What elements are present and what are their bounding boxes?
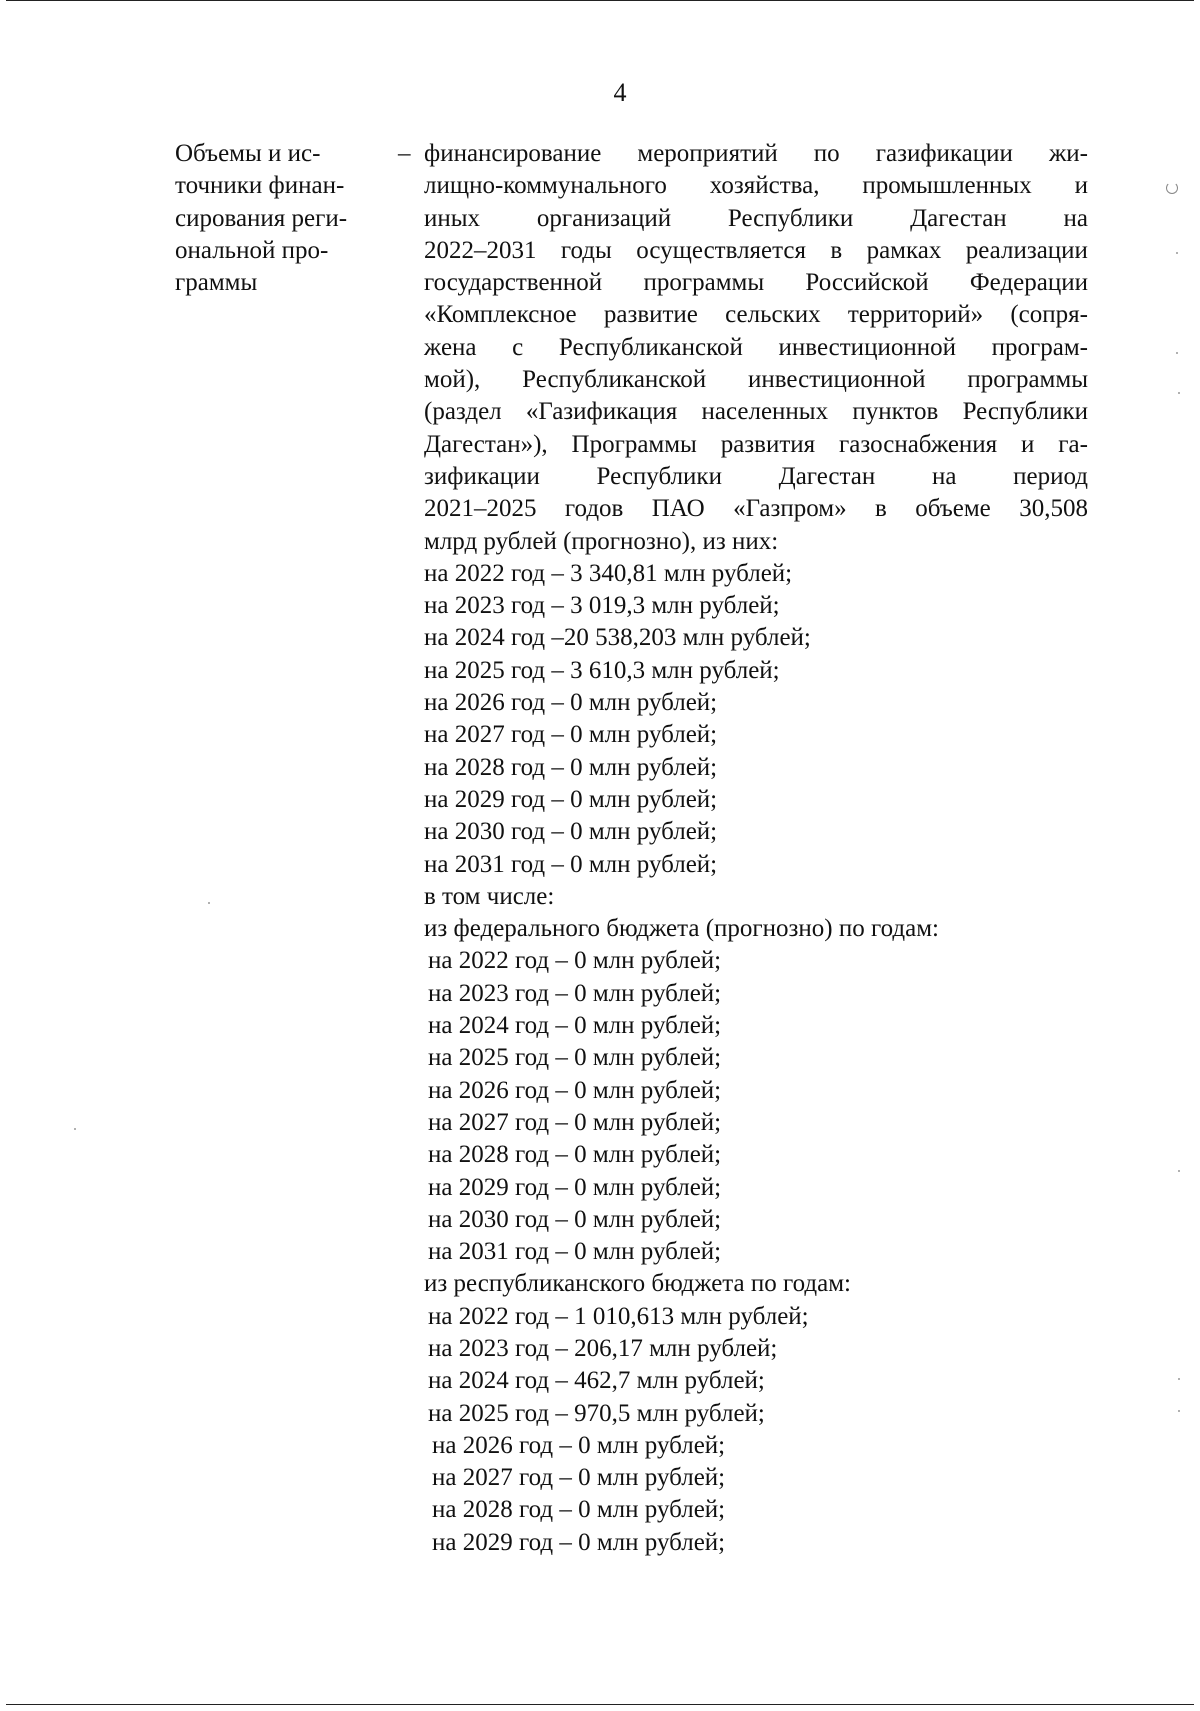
paragraph-word: годы (560, 236, 612, 264)
paragraph-line (424, 396, 1088, 428)
paragraph-word: с (512, 333, 524, 361)
scan-speck (1178, 392, 1180, 394)
paragraph-word: мой), (424, 366, 481, 394)
paragraph-word: 30,508 (1019, 495, 1088, 523)
list-item: на 2023 год – 206,17 млн рублей; (428, 1334, 778, 1362)
paragraph-line (424, 429, 1088, 461)
republic-budget-heading: из республиканского бюджета по годам: (424, 1270, 852, 1298)
including-label: в том числе: (424, 882, 555, 910)
paragraph-word: по (813, 140, 840, 167)
list-item: на 2028 год – 0 млн рублей; (432, 1496, 726, 1524)
paragraph-word: в (830, 236, 843, 264)
scan-speck (1178, 1378, 1180, 1380)
paragraph-word: и (1074, 172, 1088, 200)
total-by-year-list (424, 558, 1088, 881)
paragraph-word: жи- (1048, 140, 1088, 167)
paragraph-word: (раздел (424, 398, 502, 426)
paragraph-word: «Комплексное (424, 301, 577, 329)
federal-budget-heading: из федерального бюджета (прогнозно) по годам: (424, 915, 939, 943)
section-label-line: ональной про- (175, 236, 329, 264)
list-item: на 2024 год – 462,7 млн рублей; (428, 1367, 765, 1395)
list-item: на 2026 год – 0 млн рублей; (428, 1076, 722, 1104)
paragraph-line (424, 138, 1088, 170)
scan-speck (1178, 1170, 1180, 1172)
list-item: на 2028 год – 0 млн рублей; (428, 1141, 722, 1169)
funding-description-end: млрд рублей (прогнозно), из них: (424, 527, 779, 555)
paragraph-word: Республики (596, 462, 722, 490)
section-label-line: Объемы и ис- (175, 140, 321, 167)
paragraph-word: Дагестан (778, 462, 876, 490)
paragraph-word: на (1063, 204, 1088, 232)
list-item: на 2029 год – 0 млн рублей; (424, 785, 718, 813)
list-item: на 2025 год – 0 млн рублей; (428, 1044, 722, 1072)
paragraph-word: развития (720, 430, 816, 458)
paragraph-line (424, 332, 1088, 364)
list-item: на 2031 год – 0 млн рублей; (428, 1238, 722, 1266)
list-item: на 2023 год – 0 млн рублей; (428, 979, 722, 1007)
paragraph-word: «Газификация (525, 398, 678, 426)
paragraph-word: Дагестан»), (424, 430, 548, 458)
list-item: на 2024 год –20 538,203 млн рублей; (424, 624, 811, 652)
paragraph-word: (сопря- (1010, 301, 1088, 329)
funding-content (424, 138, 1088, 1559)
section-label-line: граммы (175, 269, 258, 297)
paragraph-word: в (875, 495, 887, 523)
list-item: на 2022 год – 0 млн рублей; (428, 947, 722, 975)
scan-speck (1176, 352, 1178, 354)
paragraph-word: на (931, 462, 957, 490)
paragraph-word: программы (967, 366, 1088, 394)
page-number: 4 (613, 78, 627, 107)
paragraph-word: программы (643, 269, 765, 297)
paragraph-word: га- (1058, 430, 1088, 458)
paragraph-word: пунктов (852, 398, 939, 426)
scan-speck (74, 1128, 76, 1130)
section-label-line: точники финан- (175, 172, 345, 200)
paragraph-word: рамках (866, 236, 942, 264)
section-label (175, 138, 375, 299)
paragraph-line (424, 267, 1088, 299)
funding-description (424, 138, 1088, 526)
list-item: на 2025 год – 3 610,3 млн рублей; (424, 656, 780, 684)
paragraph-word: мероприятий (637, 140, 778, 167)
list-item: на 2029 год – 0 млн рублей; (432, 1528, 726, 1556)
paragraph-word: 2022–2031 (424, 236, 537, 264)
paragraph-line (424, 299, 1088, 331)
list-item: на 2026 год – 0 млн рублей; (432, 1431, 726, 1459)
list-item: на 2031 год – 0 млн рублей; (424, 850, 718, 878)
paragraph-word: Дагестан (910, 204, 1007, 232)
paragraph-line (424, 170, 1088, 202)
paragraph-line (424, 235, 1088, 267)
list-item: на 2027 год – 0 млн рублей; (428, 1108, 722, 1136)
list-item: на 2023 год – 3 019,3 млн рублей; (424, 592, 780, 620)
paragraph-word: годов (564, 495, 624, 523)
paragraph-word: Республики (962, 398, 1088, 426)
paragraph-line (424, 203, 1088, 235)
scan-speck (208, 902, 210, 904)
paragraph-word: жена (424, 333, 477, 361)
list-item: на 2030 год – 0 млн рублей; (428, 1205, 722, 1233)
list-item: на 2026 год – 0 млн рублей; (424, 689, 718, 717)
paragraph-word: Программы (571, 430, 697, 458)
paragraph-word: Федерации (969, 269, 1088, 297)
scan-speck (1178, 1410, 1180, 1412)
paragraph-line (424, 493, 1088, 525)
paragraph-word: хозяйства, (709, 172, 820, 200)
paragraph-word: 2021–2025 (424, 495, 537, 523)
republic-by-year-list (424, 1301, 1088, 1559)
paragraph-word: програм- (991, 333, 1088, 361)
paragraph-word: инвестиционной (748, 366, 926, 394)
list-item: на 2028 год – 0 млн рублей; (424, 753, 718, 781)
list-item: на 2025 год – 970,5 млн рублей; (428, 1399, 765, 1427)
paragraph-word: Республиканской (558, 333, 743, 361)
paragraph-word: «Газпром» (733, 495, 847, 523)
scan-artifact-ring (1166, 182, 1178, 194)
paragraph-line (424, 461, 1088, 493)
scan-speck (1176, 252, 1178, 254)
list-item: на 2027 год – 0 млн рублей; (432, 1464, 726, 1492)
paragraph-word: Республики (727, 204, 854, 232)
list-item: на 2024 год – 0 млн рублей; (428, 1012, 722, 1040)
paragraph-word: развитие (603, 301, 698, 329)
paragraph-word: финансирование (424, 140, 602, 167)
list-item: на 2022 год – 3 340,81 млн рублей; (424, 559, 793, 587)
federal-by-year-list (424, 945, 1088, 1268)
paragraph-word: газификации (875, 140, 1013, 167)
paragraph-word: осуществляется (636, 236, 806, 264)
list-item: на 2027 год – 0 млн рублей; (424, 721, 718, 749)
paragraph-word: газоснабжения (839, 430, 998, 458)
section-label-line: сирования реги- (175, 204, 348, 232)
paragraph-word: организаций (536, 204, 672, 232)
paragraph-line (424, 364, 1088, 396)
paragraph-word: и (1021, 430, 1035, 458)
paragraph-word: объеме (915, 495, 991, 523)
paragraph-word: промышленных (862, 172, 1032, 200)
paragraph-word: государственной (424, 269, 603, 297)
list-item: на 2030 год – 0 млн рублей; (424, 818, 718, 846)
list-item: на 2022 год – 1 010,613 млн рублей; (428, 1302, 809, 1330)
paragraph-word: зификации (424, 462, 540, 490)
paragraph-word: иных (424, 204, 481, 232)
paragraph-word: период (1013, 462, 1088, 490)
paragraph-word: ПАО (651, 495, 705, 523)
paragraph-word: территорий» (847, 301, 984, 329)
paragraph-word: лищно-коммунального (424, 172, 667, 200)
paragraph-word: реализации (965, 236, 1088, 264)
paragraph-word: Российской (805, 269, 929, 297)
paragraph-word: инвестиционной (778, 333, 956, 361)
list-dash-marker: – (398, 140, 411, 167)
paragraph-word: Республиканской (522, 366, 707, 394)
list-item: на 2029 год – 0 млн рублей; (428, 1173, 722, 1201)
paragraph-word: сельских (725, 301, 821, 329)
paragraph-word: населенных (701, 398, 829, 426)
